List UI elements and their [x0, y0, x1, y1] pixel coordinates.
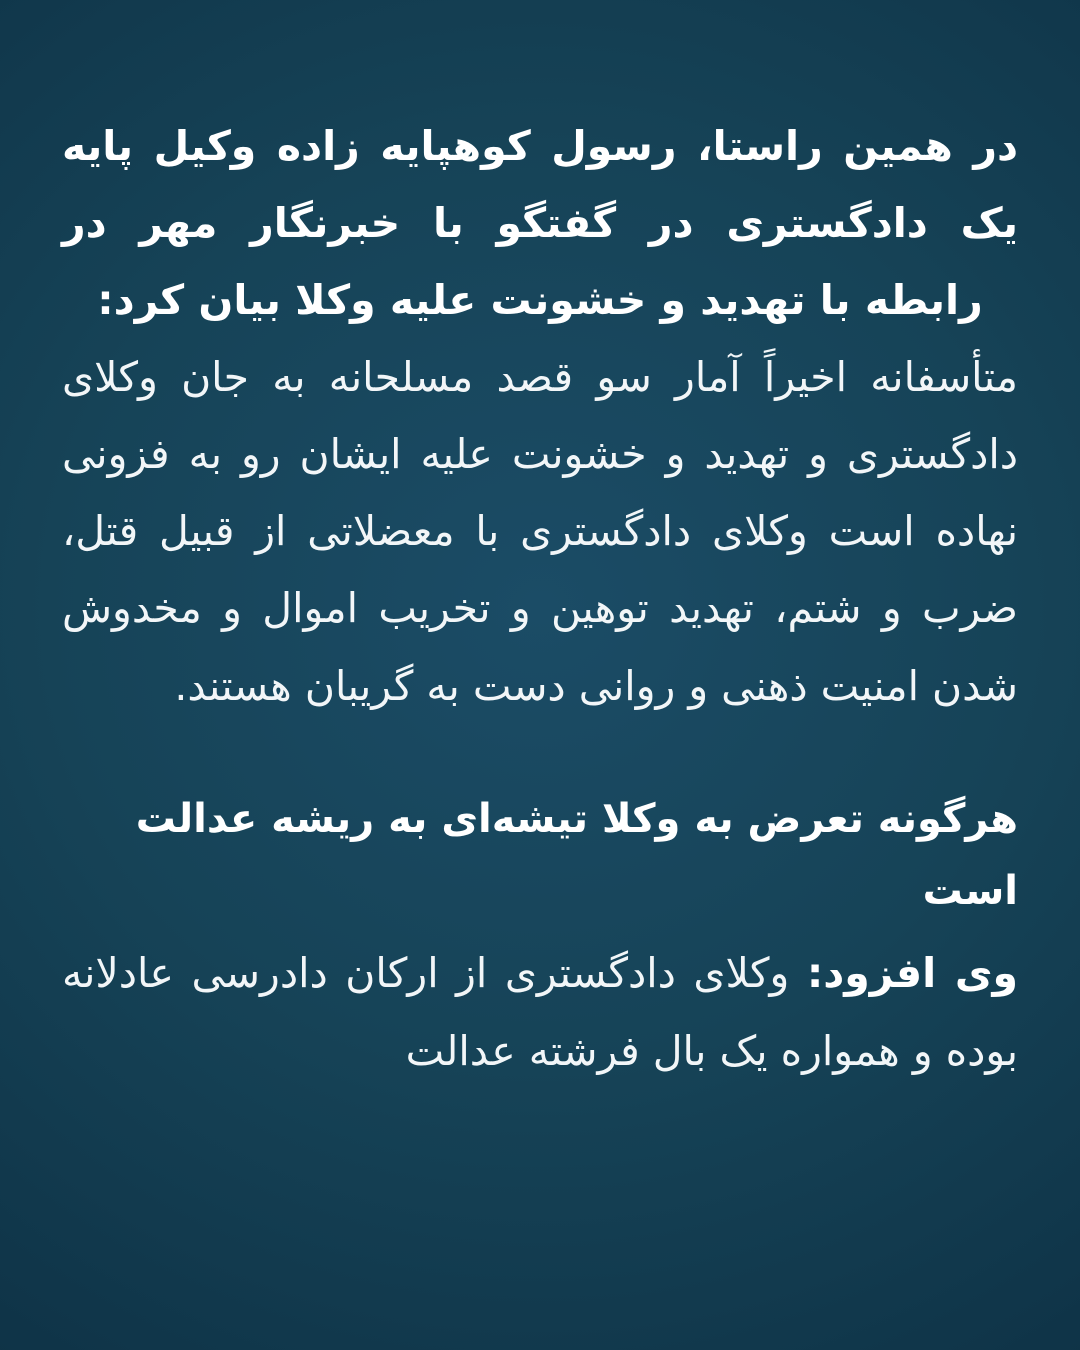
- intro-paragraph: در همین راستا، رسول کوهپایه زاده وکیل پایه یک دادگستری در گفتگو با خبرنگار مهر در رابطه با تهدید و خشونت علیه وکلا بیان کرد:: [62, 122, 1018, 325]
- paragraph-spacer: [62, 725, 1018, 783]
- slide-content: [62, 108, 1018, 1090]
- section-heading: هرگونه تعرض به وکلا تیشه‌ای به ریشه عدالت است: [135, 795, 1018, 914]
- section-lead-in: وی افزود:: [806, 948, 1018, 997]
- section-body-paragraph: [62, 935, 1018, 1091]
- main-paragraph: متأسفانه اخیراً آمار سو قصد مسلحانه به جان وکلای دادگستری و تهدید و خشونت علیه ایشان رو به فزونی نهاده است وکلای دادگستری با معضلاتی از قبیل قتل، ضرب و شتم، تهدید توهین و تخریب اموال و مخدوش شدن امنیت ذهنی و روانی دست به گریبان هستند.: [62, 353, 1018, 710]
- section-body-text: وکلای دادگستری از ارکان دادرسی عادلانه بوده و همواره یک بال فرشته عدالت: [62, 948, 1018, 1075]
